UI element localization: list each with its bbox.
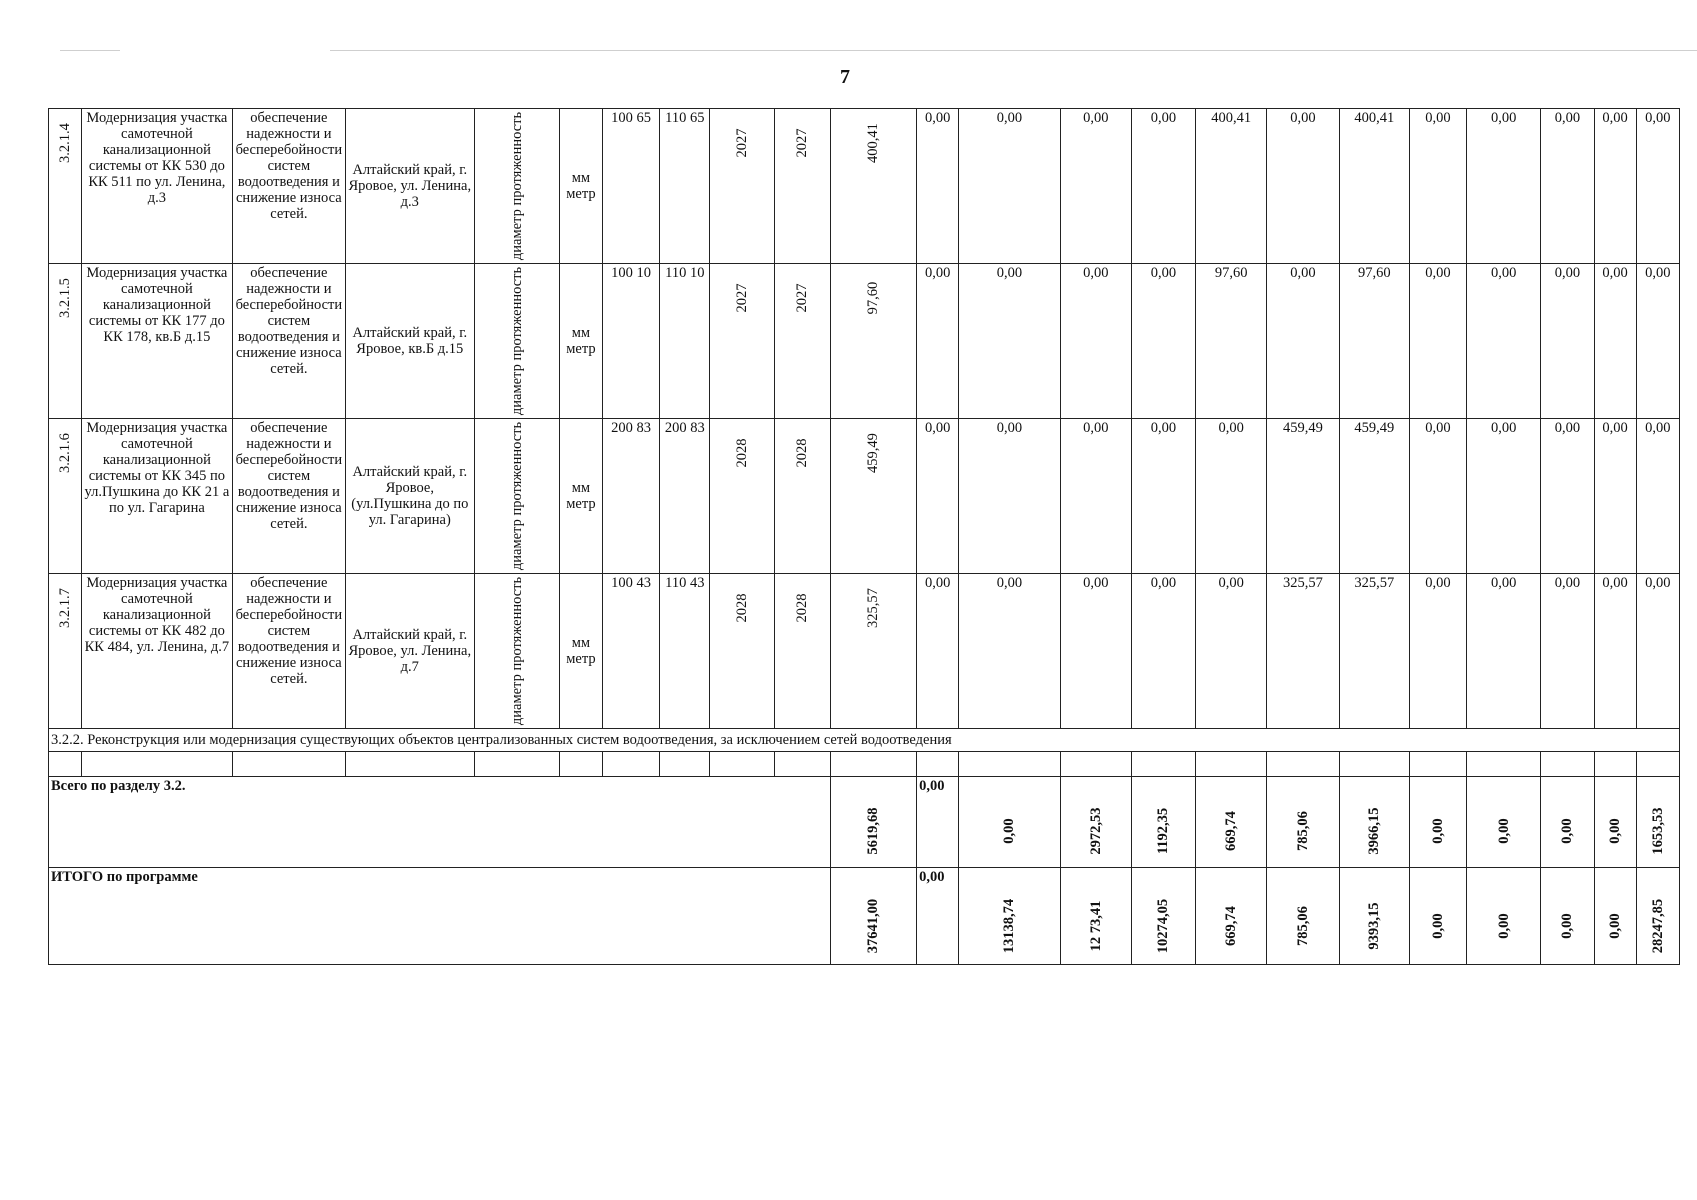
grand-total-row-amount: 0,00 — [1409, 868, 1466, 965]
row-amount: 0,00 — [1060, 419, 1131, 574]
row-amount: 400,41 — [1339, 109, 1409, 264]
empty-cell — [1636, 752, 1679, 777]
row-unit: мм метр — [559, 109, 602, 264]
table-row — [49, 574, 1680, 729]
row-year-start: 2028 — [710, 419, 774, 574]
row-amount: 325,57 — [1339, 574, 1409, 729]
row-value-1: 100 10 — [603, 264, 660, 419]
row-code: 3.2.1.5 — [49, 264, 82, 419]
row-value-2: 110 43 — [660, 574, 710, 729]
row-amount: 0,00 — [1060, 574, 1131, 729]
row-amount: 0,00 — [1636, 419, 1679, 574]
row-amount: 0,00 — [959, 264, 1060, 419]
row-location: Алтайский край, г. Яровое, ул. Ленина, д.7 — [346, 574, 474, 729]
row-amount: 0,00 — [1409, 109, 1466, 264]
row-amount: 0,00 — [1594, 419, 1636, 574]
section-total-row-amount: 1192,35 — [1131, 777, 1195, 868]
row-purpose: обеспечение надежности и бесперебойности систем водоотведения и снижение износа сетей. — [232, 574, 345, 729]
grand-total-row-amount: 9393,15 — [1339, 868, 1409, 965]
row-amount: 0,00 — [917, 419, 959, 574]
grand-total-row-label: ИТОГО по программе — [49, 868, 831, 965]
grand-total-row-amount: 669,74 — [1196, 868, 1267, 965]
row-amount: 0,00 — [1196, 574, 1267, 729]
section-total-row-amount: 0,00 — [1409, 777, 1466, 868]
row-amount: 400,41 — [1196, 109, 1267, 264]
grand-total-row-sum: 37641,00 — [830, 868, 916, 965]
row-amount: 0,00 — [1594, 264, 1636, 419]
empty-cell — [830, 752, 916, 777]
row-total: 97,60 — [830, 264, 916, 419]
row-year-start: 2028 — [710, 574, 774, 729]
row-year-start: 2027 — [710, 264, 774, 419]
section-total-row-amount: 0,00 — [1541, 777, 1594, 868]
row-code: 3.2.1.7 — [49, 574, 82, 729]
row-year-start: 2027 — [710, 109, 774, 264]
section-total-row-amount: 2972,53 — [1060, 777, 1131, 868]
row-amount: 459,49 — [1339, 419, 1409, 574]
empty-cell — [917, 752, 959, 777]
row-name: Модернизация участка самотечной канализационной системы от КК 530 до КК 511 по ул. Ленина, д.3 — [82, 109, 233, 264]
row-amount: 0,00 — [1409, 574, 1466, 729]
row-unit: мм метр — [559, 419, 602, 574]
table-row — [49, 264, 1680, 419]
row-amount: 0,00 — [1467, 264, 1541, 419]
empty-cell — [660, 752, 710, 777]
empty-cell — [346, 752, 474, 777]
row-name: Модернизация участка самотечной канализационной системы от КК 177 до КК 178, кв.Б д.15 — [82, 264, 233, 419]
row-year-end: 2027 — [774, 109, 830, 264]
row-total: 325,57 — [830, 574, 916, 729]
row-amount: 0,00 — [1131, 264, 1195, 419]
section-total-row — [49, 777, 1680, 868]
empty-cell — [1594, 752, 1636, 777]
row-location: Алтайский край, г. Яровое, кв.Б д.15 — [346, 264, 474, 419]
empty-cell — [559, 752, 602, 777]
section-total-row-amount: 1653,53 — [1636, 777, 1679, 868]
grand-total-row-amount: 0,00 — [1541, 868, 1594, 965]
row-year-end: 2028 — [774, 419, 830, 574]
row-amount: 0,00 — [1267, 109, 1339, 264]
empty-cell — [232, 752, 345, 777]
header-rule — [330, 50, 1697, 51]
row-amount: 0,00 — [959, 419, 1060, 574]
section-row — [49, 729, 1680, 752]
row-amount: 0,00 — [1541, 419, 1594, 574]
table-row — [49, 109, 1680, 264]
section-total-row-amount: 785,06 — [1267, 777, 1339, 868]
grand-total-row-amount: 0,00 — [917, 868, 959, 965]
row-purpose: обеспечение надежности и бесперебойности систем водоотведения и снижение износа сетей. — [232, 264, 345, 419]
grand-total-row-amount: 28247,85 — [1636, 868, 1679, 965]
empty-cell — [774, 752, 830, 777]
row-amount: 97,60 — [1339, 264, 1409, 419]
section-total-row-amount: 3966,15 — [1339, 777, 1409, 868]
row-amount: 0,00 — [1636, 109, 1679, 264]
grand-total-row-amount: 0,00 — [1467, 868, 1541, 965]
section-total-row-amount: 0,00 — [1594, 777, 1636, 868]
row-amount: 0,00 — [1636, 574, 1679, 729]
grand-total-row-amount: 13138,74 — [959, 868, 1060, 965]
row-amount: 0,00 — [1541, 264, 1594, 419]
row-amount: 0,00 — [1541, 574, 1594, 729]
row-value-1: 100 65 — [603, 109, 660, 264]
grand-total-row-amount: 12 73,41 — [1060, 868, 1131, 965]
program-table — [48, 108, 1680, 965]
row-code: 3.2.1.6 — [49, 419, 82, 574]
empty-cell — [1541, 752, 1594, 777]
empty-cell — [1196, 752, 1267, 777]
empty-cell — [1267, 752, 1339, 777]
row-code: 3.2.1.4 — [49, 109, 82, 264]
row-amount: 0,00 — [1636, 264, 1679, 419]
row-amount: 0,00 — [1594, 109, 1636, 264]
header-rule — [60, 50, 120, 51]
section-total-row-amount: 0,00 — [917, 777, 959, 868]
row-amount: 0,00 — [1467, 109, 1541, 264]
section-total-row-label: Всего по разделу 3.2. — [49, 777, 831, 868]
page-number: 7 — [840, 66, 850, 88]
row-amount: 0,00 — [1131, 109, 1195, 264]
row-purpose: обеспечение надежности и бесперебойности систем водоотведения и снижение износа сетей. — [232, 109, 345, 264]
grand-total-row-amount: 785,06 — [1267, 868, 1339, 965]
row-year-end: 2027 — [774, 264, 830, 419]
row-amount: 325,57 — [1267, 574, 1339, 729]
row-amount: 0,00 — [1060, 264, 1131, 419]
row-amount: 0,00 — [1409, 264, 1466, 419]
row-name: Модернизация участка самотечной канализационной системы от КК 482 до КК 484, ул. Ленина, д.7 — [82, 574, 233, 729]
row-year-end: 2028 — [774, 574, 830, 729]
row-location: Алтайский край, г. Яровое, ул. Ленина, д.3 — [346, 109, 474, 264]
grand-total-row — [49, 868, 1680, 965]
empty-cell — [959, 752, 1060, 777]
empty-cell — [1060, 752, 1131, 777]
row-amount: 0,00 — [1467, 574, 1541, 729]
row-amount: 0,00 — [1267, 264, 1339, 419]
row-indicator: диаметр протяженность — [474, 109, 559, 264]
row-amount: 0,00 — [917, 109, 959, 264]
row-location: Алтайский край, г. Яровое, (ул.Пушкина до по ул. Гагарина) — [346, 419, 474, 574]
grand-total-row-amount: 10274,05 — [1131, 868, 1195, 965]
empty-cell — [1339, 752, 1409, 777]
row-value-2: 110 10 — [660, 264, 710, 419]
row-amount: 0,00 — [1131, 574, 1195, 729]
row-amount: 0,00 — [1196, 419, 1267, 574]
row-unit: мм метр — [559, 574, 602, 729]
row-amount: 0,00 — [1467, 419, 1541, 574]
empty-cell — [49, 752, 82, 777]
row-indicator: диаметр протяженность — [474, 419, 559, 574]
empty-cell — [1409, 752, 1466, 777]
row-amount: 0,00 — [1131, 419, 1195, 574]
row-amount: 0,00 — [959, 574, 1060, 729]
table-row — [49, 419, 1680, 574]
section-total-row-amount: 0,00 — [959, 777, 1060, 868]
row-amount: 459,49 — [1267, 419, 1339, 574]
empty-cell — [710, 752, 774, 777]
row-amount: 0,00 — [1541, 109, 1594, 264]
empty-cell — [1131, 752, 1195, 777]
row-amount: 0,00 — [1409, 419, 1466, 574]
row-value-1: 100 43 — [603, 574, 660, 729]
row-value-2: 200 83 — [660, 419, 710, 574]
row-amount: 97,60 — [1196, 264, 1267, 419]
empty-cell — [474, 752, 559, 777]
section-title: 3.2.2. Реконструкция или модернизация существующих объектов централизованных систем водоотведения, за исключением сетей водоотведения — [49, 729, 1680, 752]
row-total: 459,49 — [830, 419, 916, 574]
row-amount: 0,00 — [917, 264, 959, 419]
empty-cell — [82, 752, 233, 777]
row-purpose: обеспечение надежности и бесперебойности систем водоотведения и снижение износа сетей. — [232, 419, 345, 574]
row-amount: 0,00 — [917, 574, 959, 729]
row-unit: мм метр — [559, 264, 602, 419]
row-name: Модернизация участка самотечной канализационной системы от КК 345 по ул.Пушкина до КК 21 а по ул. Гагарина — [82, 419, 233, 574]
row-amount: 0,00 — [1594, 574, 1636, 729]
table-body — [49, 109, 1680, 965]
section-total-row-amount: 669,74 — [1196, 777, 1267, 868]
section-total-row-amount: 0,00 — [1467, 777, 1541, 868]
row-amount: 0,00 — [1060, 109, 1131, 264]
section-total-row-sum: 5619,68 — [830, 777, 916, 868]
row-indicator: диаметр протяженность — [474, 264, 559, 419]
row-value-2: 110 65 — [660, 109, 710, 264]
row-value-1: 200 83 — [603, 419, 660, 574]
empty-row — [49, 752, 1680, 777]
empty-cell — [1467, 752, 1541, 777]
row-total: 400,41 — [830, 109, 916, 264]
row-amount: 0,00 — [959, 109, 1060, 264]
row-indicator: диаметр протяженность — [474, 574, 559, 729]
grand-total-row-amount: 0,00 — [1594, 868, 1636, 965]
empty-cell — [603, 752, 660, 777]
